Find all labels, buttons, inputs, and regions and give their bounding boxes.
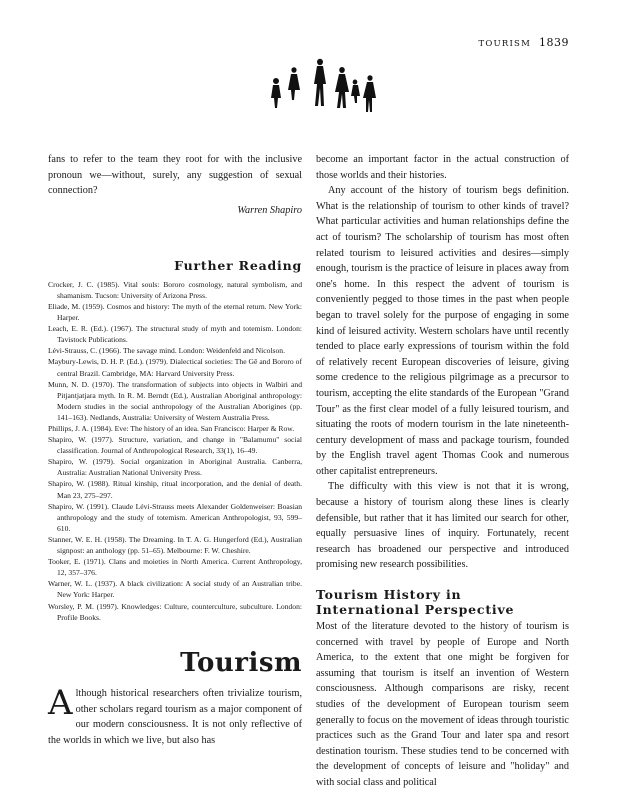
reference-item: Munn, N. D. (1970). The transformation of subjects into objects in Walbiri and Pitjantjatjara myth. In R. M. Berndt (Ed.), Australian Aboriginal anthropology: Modern studies in the social anthropology of the Australian Aborigines (pp. 141–163). Nedlands, Australia: University of Western Australia Press. [48,379,302,422]
reference-item: Shapiro, W. (1988). Ritual kinship, ritual incorporation, and the denial of death. Man 23, 275–297. [48,479,302,500]
reference-item: Stanner, W. E. H. (1958). The Dreaming. In T. A. G. Hungerford (Ed.), Australian signpost: an anthology (pp. 51–65). Melbourne: F. W. Cheshire. [48,534,302,556]
running-head-word: TOURISM [478,39,531,49]
walking-people-illustration-icon [262,48,382,120]
paragraph-3: The difficulty with this view is not that it is wrong, because a history of tourism along these lines is clearly defensible, but rather that it has limited our search for other, equally persuasive lines of inquiry. Fortunately, recent research has broadened our perspective and introduced promising new research possibilities. [316,481,569,571]
drop-cap: A [48,683,73,723]
reference-item: Warner, W. L. (1937). A black civilization: A social study of an Australian tribe. New York: Harper. [48,579,302,600]
reference-item: Leach, E. R. (Ed.). (1967). The structural study of myth and totemism. London: Tavistock Publications. [48,324,302,345]
reference-item: Worsley, P. M. (1997). Knowledges: Culture, counterculture, subculture. London: Profile Books. [48,601,302,622]
article-intro-text: lthough historical researchers often trivialize tourism, other scholars regard tourism as a major component of our modern consciousness. It is not only reflective of the worlds in which we live, but also has [48,688,302,746]
author-signature: Warren Shapiro [237,204,302,216]
article-title: Tourism [180,648,302,678]
paragraph-1: become an important factor in the actual construction of those worlds and their histories. [316,154,569,181]
continuation-paragraph: fans to refer to the team they root for with the inclusive pronoun we—without, surely, any suggestion of sexual connection? [48,154,302,197]
running-head [479,36,570,49]
subsection-heading: Tourism History in International Perspective [316,587,515,618]
further-reading-heading: Further Reading [174,257,302,273]
reference-item: Shapiro, W. (1991). Claude Lévi-Strauss meets Alexander Goldenweiser: Boasian anthropology and the study of totemism. American Anthropologist, 93, 599–610. [48,501,302,533]
reference-item: Lévi-Strauss, C. (1966). The savage mind. London: Weidenfeld and Nicolson. [48,346,285,356]
reference-item: Shapiro, W. (1977). Structure, variation, and change in "Balamumu" social classification. Journal of Anthropological Research, 33(1), 16–49. [48,435,302,456]
right-column [316,152,569,791]
reference-item: Eliade, M. (1959). Cosmos and history: The myth of the eternal return. New York: Harper. [48,301,302,323]
left-column [48,152,302,762]
references-list [48,279,302,623]
reference-item: Crocker, J. C. (1985). Vital souls: Bororo cosmology, natural symbolism, and shamanism. Tucson: University of Arizona Press. [48,279,302,300]
article-intro [48,683,302,748]
reference-item: Maybury-Lewis, D. H. P. (Ed.). (1979). Dialectical societies: The Gê and Bororo of central Brazil. Cambridge, MA: Harvard University Press. [48,357,302,378]
paragraph-2: Any account of the history of tourism begs definition. What is the relationship of tourism to other kinds of travel? What particular activities and human relationships define the act of tourism? The scholarship of tourism has most often related tourism to leisured activities and desires—simply enough, tourism is the practice of leisure in places away from one's home. In this respect the advent of tourism is conveniently pegged to those times in the past when people began to travel solely for the purpose of engaging in some kind of leisured activity. Western scholars have until recently tended to place early expressions of tourism within the fold of relatively recent European discoveries of leisure, giving some credence to the religious pilgrimage as a precursor to tourism, accepting the elite standards of the European "Grand Tour" as the first clear model of a fully leisured tourism, and situating the roots of modern tourism in the late nineteenth-century development of mass and package tourism, founded by the English travel agent Thomas Cook and numerous other capitalist entrepreneurs. [316,185,569,477]
reference-item: Shapiro, W. (1979). Social organization in Aboriginal Australia. Canberra, Australia: Australian National University Press. [48,457,302,478]
page-number: 1839 [539,36,569,49]
reference-item: Tooker, E. (1971). Clans and moieties in North America. Current Anthropology, 12, 357–376. [48,557,302,578]
reference-item: Phillips, J. A. (1984). Eve: The history of an idea. San Francisco: Harper & Row. [48,424,295,433]
paragraph-4: Most of the literature devoted to the history of tourism is concerned with travel by people of Europe and North America, to the extent that one might be forgiven for assuming that tourism is itself an invention of Western consciousness. Although comparisons are risky, recent studies of the development of European tourism seem generally to focus on the movement of ideas through touristic practices such as the Grand Tour and later spa and resort destination tourism. These studies tend to be concerned with the development of concepts of leisure and "holiday" and with social class and political [316,621,569,788]
